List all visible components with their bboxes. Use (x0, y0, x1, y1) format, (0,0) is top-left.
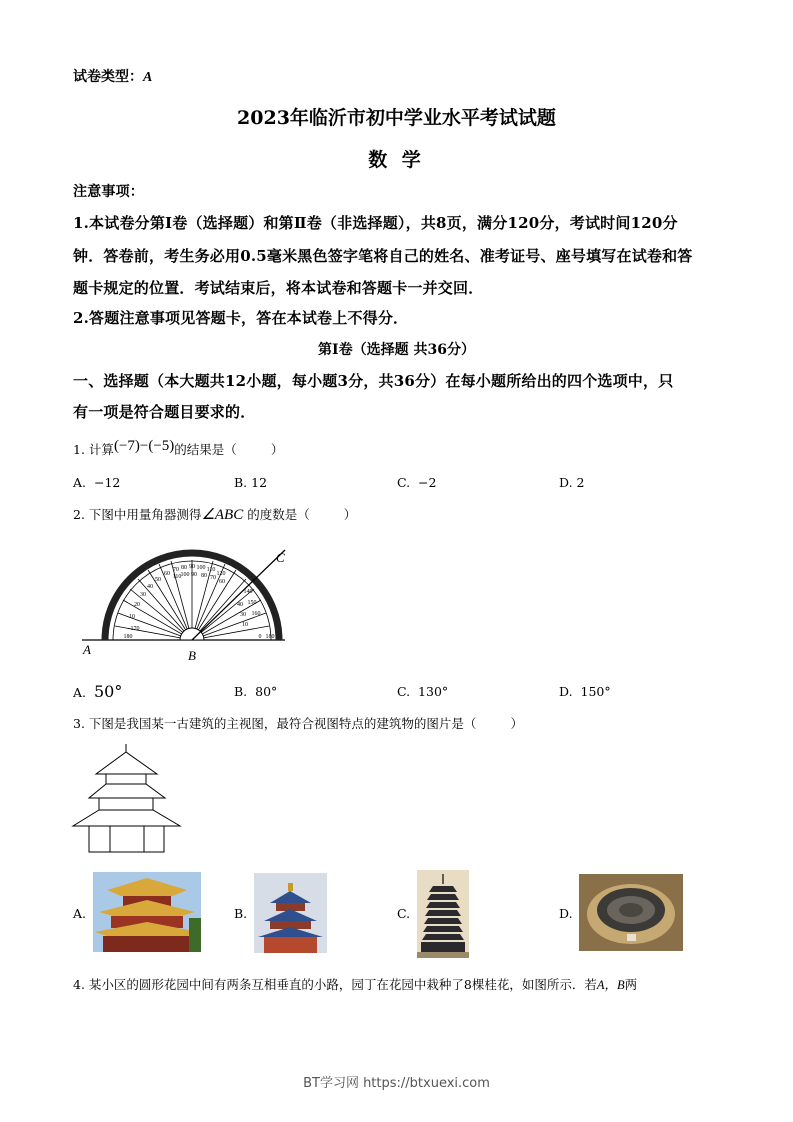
question-2-stem (73, 505, 356, 524)
question-number: 3. (73, 716, 85, 731)
pavilion-tower-photo (93, 872, 201, 952)
svg-text:110: 110 (172, 574, 182, 580)
stem-text: 的度数是（ (247, 507, 310, 522)
volume-title: 第Ⅰ卷（选择题 共36分） (318, 342, 475, 358)
notes-heading: 注意事项： (73, 184, 144, 200)
question-number: 4. (73, 977, 85, 992)
protractor-figure (80, 548, 300, 666)
paper-type-label: 试卷类型： (73, 69, 143, 85)
subject-title: 数 学 (368, 149, 425, 171)
label-c: C (276, 550, 285, 565)
svg-text:180: 180 (265, 634, 275, 640)
svg-text:40: 40 (237, 602, 243, 608)
q2-option-d: D. 150° (559, 684, 611, 699)
paper-type-value: A (143, 70, 153, 85)
svg-text:80: 80 (181, 565, 187, 571)
question-number: 2. (73, 507, 85, 522)
q1-option-d: D. 2 (559, 475, 585, 490)
svg-text:0: 0 (258, 634, 262, 640)
math-expression: ∠ABC (201, 507, 244, 523)
svg-text:60: 60 (219, 579, 225, 585)
stem-text: 的结果是（ (174, 442, 237, 457)
paper-type (73, 66, 152, 86)
q2-option-c: C. 130° (397, 684, 449, 699)
svg-text:30: 30 (140, 592, 146, 598)
front-view-drawing (60, 740, 200, 860)
q1-option-c: C. −2 (397, 475, 437, 490)
svg-text:60: 60 (164, 571, 170, 577)
q3-option-c-label: C. (397, 906, 411, 921)
q1-option-a: A. −12 (73, 475, 121, 490)
q3-option-a-label: A. (73, 906, 87, 921)
svg-text:150: 150 (247, 600, 257, 606)
svg-text:120: 120 (216, 571, 226, 577)
stem-text: 计算 (88, 442, 114, 457)
stem-text: 某小区的圆形花园中间有两条互相垂直的小路，园丁在花园中栽种了8棵桂花，如图所示．若 (88, 977, 597, 992)
footer-watermark: BT学习网 https://btxuexi.com (303, 1076, 490, 1091)
note-item-1-line-1: 1.本试卷分第Ⅰ卷（选择题）和第Ⅱ卷（非选择题），共8页，满分120分，考试时间120分 (73, 214, 678, 232)
svg-text:40: 40 (147, 584, 153, 590)
svg-text:10: 10 (242, 622, 248, 628)
temple-of-heaven-photo (254, 873, 327, 953)
round-tulou-photo (579, 874, 683, 951)
label-a: A (83, 642, 91, 657)
svg-text:80: 80 (201, 573, 207, 579)
svg-text:50: 50 (155, 577, 161, 583)
svg-text:70: 70 (210, 575, 216, 581)
math-expression: A，B (596, 978, 625, 992)
pagoda-photo (417, 870, 469, 958)
q3-option-d-label: D. (559, 906, 573, 921)
question-4-stem (73, 975, 637, 993)
svg-text:70: 70 (173, 567, 179, 573)
svg-text:110: 110 (206, 567, 216, 573)
question-3-stem (73, 714, 523, 732)
note-item-2: 2.答题注意事项见答题卡，答在本试卷上不得分． (73, 309, 409, 327)
close-paren: ） (510, 716, 523, 731)
q3-option-b-label: B. (234, 906, 248, 921)
math-expression: (−7)−(−5) (113, 438, 175, 454)
question-1-stem (73, 440, 283, 459)
svg-text:90: 90 (191, 572, 197, 578)
q1-option-b: B. 12 (234, 475, 268, 490)
svg-text:20: 20 (134, 602, 140, 608)
note-item-1-line-3: 题卡规定的位置．考试结束后，将本试卷和答题卡一并交回． (73, 279, 484, 297)
stem-text: 下图中用量角器测得 (88, 507, 202, 522)
svg-text:100: 100 (180, 572, 190, 578)
svg-text:90: 90 (189, 564, 195, 570)
svg-text:160: 160 (251, 611, 261, 617)
section-instructions-line-1: 一、选择题（本大题共12小题，每小题3分，共36分）在每小题所给出的四个选项中，只 (73, 372, 674, 390)
svg-text:100: 100 (196, 565, 206, 571)
stem-text: 下图是我国某一古建筑的主视图，最符合视图特点的建筑物的图片是（ (88, 716, 477, 731)
svg-text:180: 180 (123, 634, 133, 640)
stem-text: 两 (624, 977, 638, 992)
close-paren: ） (270, 442, 284, 457)
q2-option-b: B. 80° (234, 684, 278, 699)
section-instructions-line-2: 有一项是符合题目要求的． (73, 403, 256, 421)
svg-text:170: 170 (130, 626, 140, 632)
svg-text:140: 140 (243, 589, 253, 595)
note-item-1-line-2: 钟．答卷前，考生务必用0.5毫米黑色签字笔将自己的姓名、准考证号、座号填写在试卷和答 (73, 247, 693, 265)
close-paren: ） (343, 507, 357, 522)
svg-text:30: 30 (240, 612, 246, 618)
label-b: B (188, 648, 196, 663)
svg-text:10: 10 (129, 614, 135, 620)
question-number: 1. (73, 442, 85, 457)
exam-title: 2023年临沂市初中学业水平考试试题 (237, 107, 556, 129)
q2-option-a: A. 50° (73, 682, 123, 701)
